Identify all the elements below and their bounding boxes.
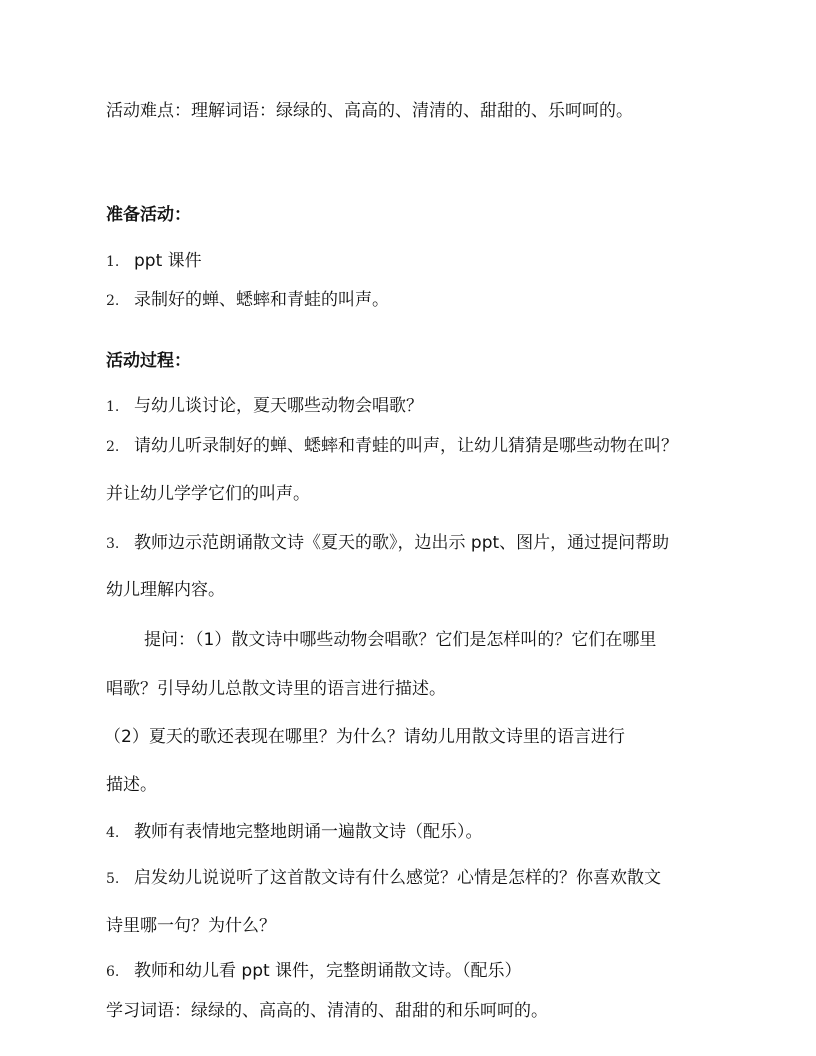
list-number: 5. <box>106 871 120 887</box>
list-number: 3. <box>106 536 120 552</box>
question-1: 提问：（1）散文诗中哪些动物会唱歌？它们是怎样叫的？它们在哪里 <box>144 630 657 650</box>
list-number: 2. <box>106 293 120 309</box>
process-item-2-continued: 并让幼儿学学它们的叫声。 <box>106 484 310 504</box>
list-number: 4. <box>106 825 120 841</box>
process-item-4 <box>106 820 483 845</box>
list-item-text: 请幼儿听录制好的蝉、蟋蟀和青蛙的叫声，让幼儿猜猜是哪些动物在叫？ <box>134 436 678 456</box>
prep-item-2 <box>106 288 389 313</box>
process-item-3 <box>106 531 669 556</box>
list-number: 1. <box>106 399 120 415</box>
question-1-continued: 唱歌？引导幼儿总散文诗里的语言进行描述。 <box>106 679 446 699</box>
list-number: 6. <box>106 964 120 980</box>
question-2-continued: 描述。 <box>106 775 157 795</box>
list-item-text: 录制好的蝉、蟋蟀和青蛙的叫声。 <box>134 290 389 310</box>
vocabulary-line: 学习词语：绿绿的、高高的、清清的、甜甜的和乐呵呵的。 <box>106 1001 548 1021</box>
list-number: 1. <box>106 254 120 270</box>
activity-difficulty: 活动难点：理解词语：绿绿的、高高的、清清的、甜甜的、乐呵呵的。 <box>106 101 633 121</box>
list-item-text: 启发幼儿说说听了这首散文诗有什么感觉？心情是怎样的？你喜欢散文 <box>134 868 661 888</box>
list-item-text: 与幼儿谈讨论，夏天哪些动物会唱歌？ <box>134 396 423 416</box>
prep-heading: 准备活动： <box>106 205 191 225</box>
list-item-text: 教师有表情地完整地朗诵一遍散文诗（配乐）。 <box>134 822 483 842</box>
process-item-5 <box>106 866 661 891</box>
list-item-text: ppt 课件 <box>134 251 202 271</box>
process-heading: 活动过程： <box>106 351 191 371</box>
prep-item-1 <box>106 249 202 274</box>
list-item-text: 教师和幼儿看 ppt 课件，完整朗诵散文诗。（配乐） <box>134 961 522 981</box>
process-item-1 <box>106 394 423 419</box>
list-number: 2. <box>106 439 120 455</box>
question-2: （2）夏天的歌还表现在哪里？为什么？请幼儿用散文诗里的语言进行 <box>104 727 625 747</box>
process-item-6 <box>106 959 522 984</box>
process-item-5-continued: 诗里哪一句？为什么？ <box>106 916 276 936</box>
process-item-3-continued: 幼儿理解内容。 <box>106 580 225 600</box>
list-item-text: 教师边示范朗诵散文诗《夏天的歌》，边出示 ppt、图片，通过提问帮助 <box>134 533 670 553</box>
process-item-2 <box>106 434 678 459</box>
